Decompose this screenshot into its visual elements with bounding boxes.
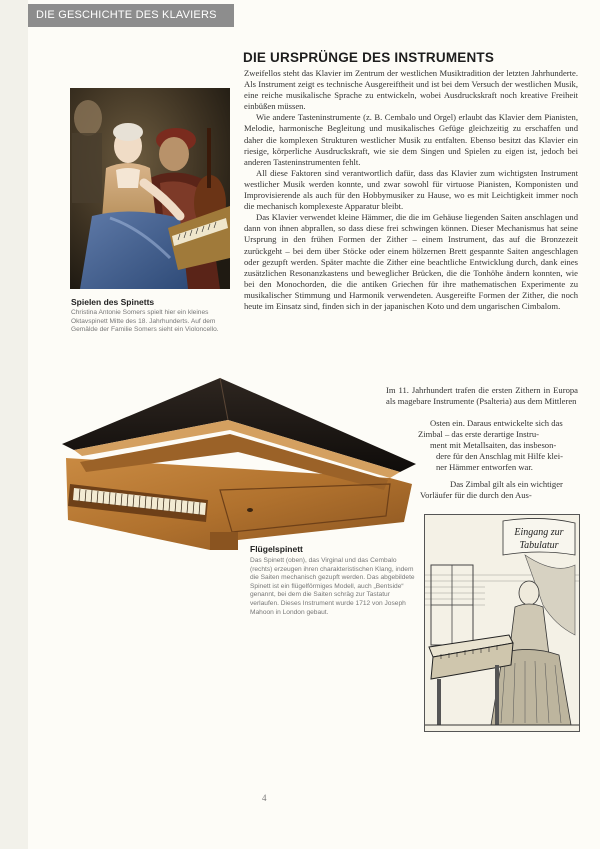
wrap-line: Im 11. Jahrhundert trafen die ersten Zithern in Europa als magebare Instrumente (Psalteria) aus dem Mittleren bbox=[386, 385, 578, 407]
engraving-illustration bbox=[425, 515, 579, 731]
paragraph: Wie andere Tasteninstrumente (z. B. Cembalo und Orgel) erlaubt das Klavier dem Pianisten, Melodie, harmonische Begleitung und musikalisches Gefüge gleichzeitig zu erschaffen und daher die komplexen Strukturen westlicher Musik zu entfalten. Ebenso besitzt das Klavier ein riesige, körperliche Ausdruckskraft, wie sie dem Singen und Spielen zu eigen ist, jedoch bei anderen Tasteninstrumenten fehlt. bbox=[244, 112, 578, 167]
page-number: 4 bbox=[262, 793, 267, 803]
wrap-line: Zimbal – das erste derartige Instru- bbox=[418, 429, 539, 439]
wrap-line: Vorläufer für die durch den Aus- bbox=[420, 490, 532, 500]
spinet-caption-title: Flügelspinett bbox=[250, 544, 303, 554]
wrap-line: ment mit Metallsaiten, das insbeson- bbox=[430, 440, 557, 450]
engraving-banner-line1: Eingang zur bbox=[514, 527, 564, 538]
painting-caption-title: Spielen des Spinetts bbox=[71, 297, 155, 307]
engraving-banner-line2: Tabulatur bbox=[519, 540, 559, 551]
painting-illustration bbox=[70, 88, 230, 289]
spinet-illustration bbox=[60, 372, 420, 550]
wrap-line: Das Zimbal gilt als ein wichtiger bbox=[450, 479, 563, 489]
wrap-line: Osten ein. Daraus entwickelte sich das bbox=[430, 418, 563, 428]
paragraph: Zweifellos steht das Klavier im Zentrum der westlichen Musiktradition der letzten Jahrhunderte. Als Instrument zeigt es technische Ausgereiftheit und ist bei dem Versuch der westlichen Musik, eine reiche musikalische Sprache zu entwickeln, wobei Ausdruckskraft noch kreative Freiheit einbüßen müssen. bbox=[244, 68, 578, 112]
painting-caption-text: Christina Antonie Somers spielt hier ein kleines Oktavspinett Mitte des 18. Jahrhunderts. Auf dem Gemälde der Familie Somers sieht ein Violoncello. bbox=[71, 309, 219, 334]
wrap-line: dere für den Anschlag mit Hilfe klei- bbox=[436, 451, 563, 461]
article-body bbox=[244, 68, 578, 312]
paragraph: Das Klavier verwendet kleine Hämmer, die die im Gehäuse liegenden Saiten anschlagen und dann von ihnen abprallen, so dass diese frei schwingen können. Dieser Mechanismus hat seine Ursprung in den frühen Formen der Zither – einem Instrument, das auf die Bronzezeit zurückgeht – bei dem über Stöcke oder einem hölzernen Brett gespannte Saiten angeschlagen oder gezupft werden. Später machte die Zither eine beachtliche Entwicklung durch, dank eines zusätzlichen Resonanzkastens und beweglicher Brücken, die die Tonhöhe ändern konnten, wie bei den Monochorden, die die antiken Griechen für ihre mathematischen Experimente zu musikalischer Stimmung und Harmonik verwendeten. Ausgereifte Formen der Zither, die noch heute im Einsatz sind, finden sich in der japanischen Koto und dem ungarischen Cimbalom. bbox=[244, 212, 578, 311]
bentside-spinet-image bbox=[60, 372, 420, 550]
wrap-line: ner Hämmer entworfen war. bbox=[436, 462, 533, 472]
spinet-caption-text: Das Spinett (oben), das Virginal und das Cembalo (rechts) erzeugen ihren charakteristischen Klang, indem die Saiten mechanisch gezupft werden. Das abgebildete Spinett ist ein flügelförmiges Modell, auch „Bentside“ genannt, bei dem die Saiten schräg zur Tastatur verlaufen. Dieses Instrument wurde 1712 von Joseph Mahoon in London gebaut. bbox=[250, 557, 415, 616]
section-header-label: DIE GESCHICHTE DES KLAVIERS bbox=[36, 9, 217, 21]
painting-spinet-player bbox=[70, 88, 230, 289]
page-margin-strip bbox=[0, 0, 28, 849]
paragraph: All diese Faktoren sind verantwortlich dafür, dass das Klavier zum wichtigsten Instrument westlicher Musik werden konnte, und zwar sowohl für virtuose Pianisten, Komponisten und Improvisierende als auch für den Hobbymusiker zu Hause, wo es mit Leichtigkeit immer noch die mechanisch komplexeste Apparatur bleibt. bbox=[244, 167, 578, 212]
section-header-band bbox=[28, 4, 234, 27]
engraving-harpsichord-player bbox=[424, 514, 580, 732]
article-title: DIE URSPRÜNGE DES INSTRUMENTS bbox=[243, 50, 495, 65]
